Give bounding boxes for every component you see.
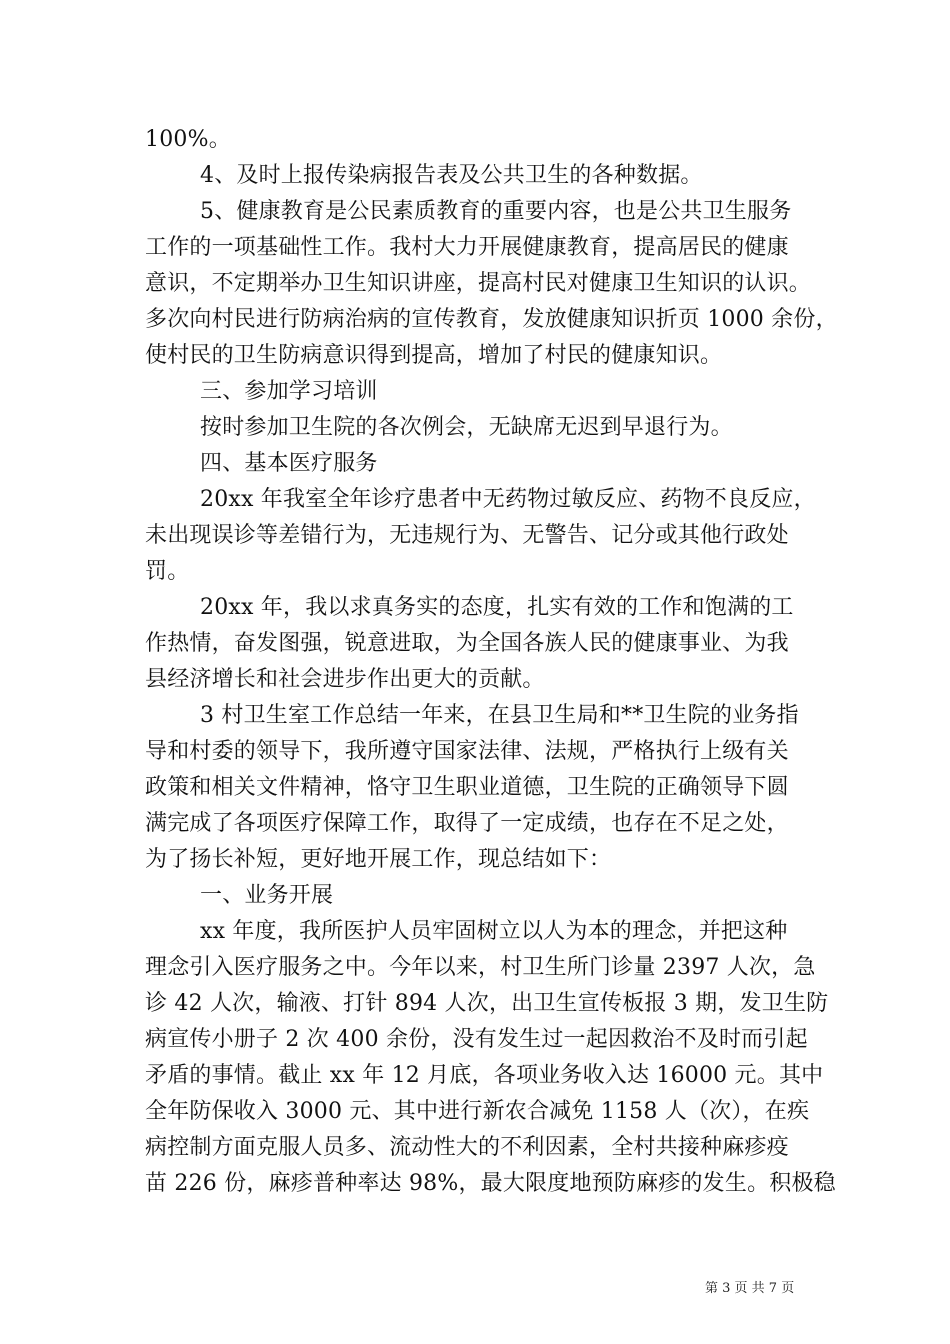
page-number: 第 3 页 共 7 页 bbox=[705, 1281, 795, 1296]
section-heading: 一、业务开展 bbox=[200, 883, 334, 908]
text-line: 县经济增长和社会进步作出更大的贡献。 bbox=[145, 667, 545, 692]
section-heading: 三、参加学习培训 bbox=[200, 379, 378, 404]
text-line: 使村民的卫生防病意识得到提高，增加了村民的健康知识。 bbox=[145, 343, 723, 368]
text-line: 3 村卫生室工作总结一年来，在县卫生局和**卫生院的业务指 bbox=[200, 703, 799, 728]
text-line: 诊 42 人次，输液、打针 894 人次，出卫生宣传板报 3 期，发卫生防 bbox=[145, 991, 829, 1016]
text-line: 5、健康教育是公民素质教育的重要内容，也是公共卫生服务 bbox=[200, 199, 792, 224]
text-line: 病控制方面克服人员多、流动性大的不利因素，全村共接种麻疹疫 bbox=[145, 1135, 789, 1160]
text-line: 未出现误诊等差错行为，无违规行为、无警告、记分或其他行政处 bbox=[145, 523, 789, 548]
text-line: 政策和相关文件精神，恪守卫生职业道德，卫生院的正确领导下圆 bbox=[145, 775, 789, 800]
text-line: 理念引入医疗服务之中。今年以来，村卫生所门诊量 2397 人次，急 bbox=[145, 955, 816, 980]
text-line: 100%。 bbox=[145, 127, 231, 152]
text-line: 作热情，奋发图强，锐意进取，为全国各族人民的健康事业、为我 bbox=[145, 631, 789, 656]
text-line: 4、及时上报传染病报告表及公共卫生的各种数据。 bbox=[200, 163, 703, 188]
text-line: 20xx 年，我以求真务实的态度，扎实有效的工作和饱满的工 bbox=[200, 595, 794, 620]
text-line: 意识，不定期举办卫生知识讲座，提高村民对健康卫生知识的认识。 bbox=[145, 271, 812, 296]
text-line: 病宣传小册子 2 次 400 余份，没有发生过一起因救治不及时而引起 bbox=[145, 1027, 808, 1052]
text-line: 按时参加卫生院的各次例会，无缺席无迟到早退行为。 bbox=[200, 415, 733, 440]
text-line: 多次向村民进行防病治病的宣传教育，发放健康知识折页 1000 余份， bbox=[145, 307, 838, 332]
text-line: 导和村委的领导下，我所遵守国家法律、法规，严格执行上级有关 bbox=[145, 739, 789, 764]
text-line: 20xx 年我室全年诊疗患者中无药物过敏反应、药物不良反应， bbox=[200, 487, 816, 512]
section-heading: 四、基本医疗服务 bbox=[200, 451, 378, 476]
text-line: 苗 226 份，麻疹普种率达 98%，最大限度地预防麻疹的发生。积极稳 bbox=[145, 1171, 836, 1196]
text-line: 矛盾的事情。截止 xx 年 12 月底，各项业务收入达 16000 元。其中 bbox=[145, 1063, 824, 1088]
text-line: 工作的一项基础性工作。我村大力开展健康教育，提高居民的健康 bbox=[145, 235, 789, 260]
text-line: 满完成了各项医疗保障工作，取得了一定成绩，也存在不足之处， bbox=[145, 811, 789, 836]
text-line: xx 年度，我所医护人员牢固树立以人为本的理念，并把这种 bbox=[200, 919, 788, 944]
text-line: 罚。 bbox=[145, 559, 190, 584]
text-line: 为了扬长补短，更好地开展工作，现总结如下： bbox=[145, 847, 612, 872]
text-line: 全年防保收入 3000 元、其中进行新农合减免 1158 人（次），在疾 bbox=[145, 1099, 810, 1124]
